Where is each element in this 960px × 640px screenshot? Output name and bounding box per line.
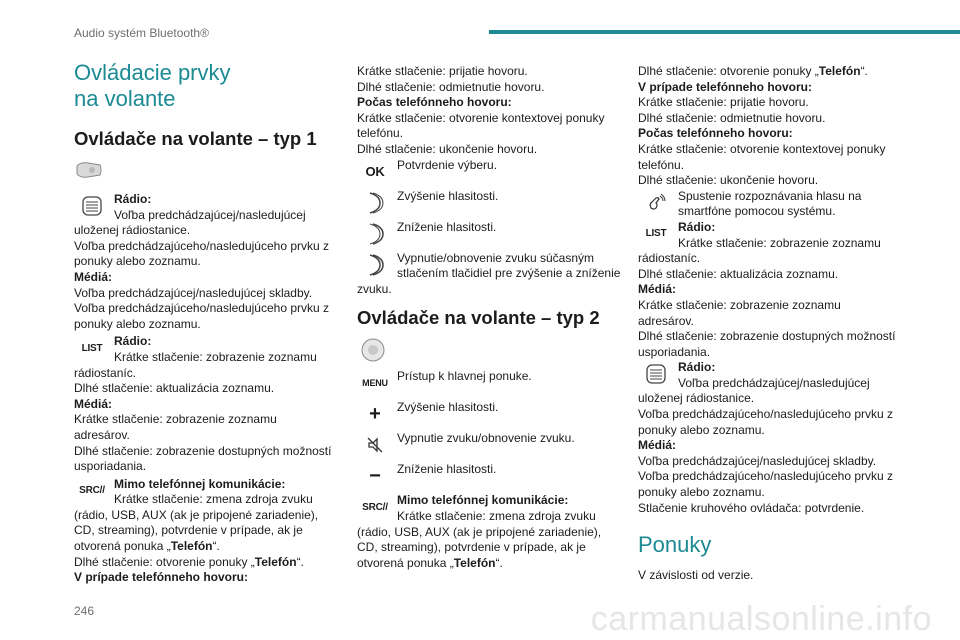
minus-icon xyxy=(357,462,393,490)
vol-up-row xyxy=(357,189,625,220)
phone-menu-name: Telefón xyxy=(254,554,297,569)
header-accent-bar xyxy=(489,30,960,34)
column-1 xyxy=(74,60,342,586)
text-line: Krátke stlačenie: zmena zdroja zvuku xyxy=(397,508,596,523)
text-line: Stlačenie kruhového ovládača: potvrdenie. xyxy=(638,500,865,515)
text-line: usporiadania. xyxy=(74,459,147,474)
vol-down-row xyxy=(357,220,625,251)
src-icon-label: SRC xyxy=(79,484,100,496)
src-icon-label: SRC xyxy=(362,501,383,513)
text-line: (rádio, USB, AUX (ak je pripojené zariadenie), xyxy=(357,524,602,539)
menu-row xyxy=(357,369,625,400)
minus-row xyxy=(357,462,625,493)
text-line: telefónu. xyxy=(357,126,404,141)
menu-icon-label: MENU xyxy=(362,377,388,388)
text-fragment: “. xyxy=(212,539,220,554)
subtitle-type-2: Ovládače na volante – typ 2 xyxy=(357,307,600,329)
radio-label: Rádio: xyxy=(678,219,716,234)
during-call-label: V prípade telefónneho hovoru: xyxy=(638,79,813,94)
off-call-label: Mimo telefónnej komunikácie: xyxy=(114,476,286,491)
phone-menu-name: Telefón xyxy=(818,64,861,78)
text-line: rádiostaníc. xyxy=(74,365,137,380)
slash-icon: // xyxy=(382,501,388,513)
text-line: Voľba predchádzajúceho/nasledujúceho prvku z xyxy=(74,301,330,316)
text-line: Dlhé stlačenie: aktualizácia zoznamu. xyxy=(74,381,275,396)
text-line: Krátke stlačenie: otvorenie kontextovej ponuky xyxy=(357,110,605,125)
phone-menu-name: Telefón xyxy=(453,555,496,570)
text-line xyxy=(638,64,906,80)
list-icon-label: LIST xyxy=(645,228,667,240)
text-line: adresárov. xyxy=(638,313,694,328)
text-line: Krátke stlačenie: prijatie hovoru. xyxy=(357,64,528,78)
text-line: stlačením tlačidiel pre zvýšenie a zníženie xyxy=(397,266,621,281)
text-fragment: otvorená ponuka „ xyxy=(357,555,454,570)
text-line: (rádio, USB, AUX (ak je pripojené zariadenie), xyxy=(74,507,319,522)
slash-icon: // xyxy=(99,484,105,496)
menu-button-icon xyxy=(357,369,393,397)
text-line: Dlhé stlačenie: aktualizácia zoznamu. xyxy=(638,266,839,281)
text-fragment: “. xyxy=(495,555,503,570)
text-line: Krátke stlačenie: prijatie hovoru. xyxy=(638,95,809,110)
text-fragment: “. xyxy=(296,554,304,569)
text-line xyxy=(74,555,342,571)
text-line: ponuky alebo zoznamu. xyxy=(74,254,201,269)
mute-speaker-icon xyxy=(357,431,393,459)
text-line: telefónu. xyxy=(638,157,685,172)
thumbwheel-icon xyxy=(638,360,674,388)
text-fragment: otvorená ponuka „ xyxy=(74,539,171,554)
ok-button-icon xyxy=(357,158,393,186)
text-line: Krátke stlačenie: zobrazenie zoznamu xyxy=(678,235,881,250)
text-line: uloženej rádiostanice. xyxy=(638,391,755,406)
text-line: ponuky alebo zoznamu. xyxy=(638,422,765,437)
text-line: zvuku. xyxy=(357,281,392,296)
section-title-menus: Ponuky xyxy=(638,532,712,558)
page-number: 246 xyxy=(74,604,95,618)
text-line: Dlhé stlačenie: ukončenie hovoru. xyxy=(638,173,819,188)
list-button-icon xyxy=(638,220,674,248)
text-line: Dlhé stlačenie: odmietnutie hovoru. xyxy=(638,110,826,125)
column-3 xyxy=(638,64,906,584)
text-fragment: “. xyxy=(860,64,868,78)
voice-row xyxy=(638,189,906,220)
text-line: Prístup k hlavnej ponuke. xyxy=(397,369,532,384)
steering-wheel-type2-icon xyxy=(357,337,625,365)
plus-icon xyxy=(357,400,393,428)
text-line: Voľba predchádzajúceho/nasledujúceho prvku z xyxy=(74,238,330,253)
text-line: rádiostaníc. xyxy=(638,251,701,266)
radio-label: Rádio: xyxy=(114,192,152,206)
text-line: Spustenie rozpoznávania hlasu na xyxy=(678,188,862,203)
text-line: Zníženie hlasitosti. xyxy=(397,462,497,477)
list-button-icon xyxy=(74,334,110,362)
media-label: Médiá: xyxy=(638,438,677,453)
ok-row xyxy=(357,158,625,189)
text-line: Voľba predchádzajúcej/nasledujúcej skladby. xyxy=(74,285,313,300)
text-line xyxy=(74,539,342,555)
text-line: V závislosti od verzie. xyxy=(638,568,754,583)
text-fragment: Dlhé stlačenie: otvorenie ponuky „ xyxy=(638,64,819,78)
phone-menu-name: Telefón xyxy=(170,539,213,554)
volume-rocker-both-icon xyxy=(357,251,393,279)
text-line: Dlhé stlačenie: odmietnutie hovoru. xyxy=(357,79,545,94)
text-line: ponuky alebo zoznamu. xyxy=(638,485,765,500)
text-line: Krátke stlačenie: zobrazenie zoznamu xyxy=(74,412,277,427)
plus-glyph: + xyxy=(369,402,381,425)
text-line: smartfóne pomocou systému. xyxy=(678,204,836,219)
text-line: Krátke stlačenie: otvorenie kontextovej ponuky xyxy=(638,141,886,156)
block-src xyxy=(74,477,342,508)
text-line: Voľba predchádzajúceho/nasledujúceho prvku z xyxy=(638,407,894,422)
text-line: Dlhé stlačenie: zobrazenie dostupných možností xyxy=(638,329,896,344)
text-line: Voľba predchádzajúcej/nasledujúcej xyxy=(678,375,870,390)
radio-label: Rádio: xyxy=(678,360,716,375)
volume-down-rocker-icon xyxy=(357,220,393,248)
column-2 xyxy=(357,64,625,571)
section-title-line-2: na volante xyxy=(74,86,176,111)
during-call-label: V prípade telefónneho hovoru: xyxy=(74,570,249,585)
media-label: Médiá: xyxy=(638,282,677,297)
text-line: Vypnutie/obnovenie zvuku súčasným xyxy=(397,250,595,265)
text-line: Dlhé stlačenie: ukončenie hovoru. xyxy=(357,141,538,156)
text-line: Potvrdenie výberu. xyxy=(397,157,498,172)
wheel-row xyxy=(638,360,906,391)
steering-controls-type1-icon xyxy=(74,160,342,186)
mute-button-row xyxy=(357,431,625,462)
section-title-line-1: Ovládacie prvky xyxy=(74,60,231,85)
thumbwheel-icon xyxy=(74,192,110,220)
watermark: carmanualsonline.info xyxy=(590,600,932,638)
text-line: CD, streaming), potvrdenie v prípade, ak je xyxy=(357,540,586,555)
text-line: Zvýšenie hlasitosti. xyxy=(397,188,499,203)
text-line: usporiadania. xyxy=(638,344,711,359)
text-line: Dlhé stlačenie: zobrazenie dostupných možností xyxy=(74,443,332,458)
text-line: CD, streaming), potvrdenie v prípade, ak je xyxy=(74,523,303,538)
media-label: Médiá: xyxy=(74,269,113,284)
media-label: Médiá: xyxy=(74,396,113,411)
list-icon-label: LIST xyxy=(81,342,103,354)
text-line: Zníženie hlasitosti. xyxy=(397,219,497,234)
plus-row xyxy=(357,400,625,431)
during-call-label: Počas telefónneho hovoru: xyxy=(357,95,512,110)
during-call-label: Počas telefónneho hovoru: xyxy=(638,126,793,141)
minus-glyph: − xyxy=(369,464,381,487)
text-line: Voľba predchádzajúceho/nasledujúceho prvku z xyxy=(638,469,894,484)
text-line: Voľba predchádzajúcej/nasledujúcej xyxy=(114,207,306,222)
src-phone-button-icon xyxy=(74,477,110,505)
ok-icon-label: OK xyxy=(365,163,385,179)
text-line: Krátke stlačenie: zobrazenie zoznamu xyxy=(114,349,317,364)
mute-row xyxy=(357,251,625,282)
text-fragment: Dlhé stlačenie: otvorenie ponuky „ xyxy=(74,554,255,569)
text-line: adresárov. xyxy=(74,427,130,442)
text-line xyxy=(357,556,625,572)
text-line: Vypnutie zvuku/obnovenie zvuku. xyxy=(397,431,575,446)
text-line: Voľba predchádzajúcej/nasledujúcej skladby. xyxy=(638,453,877,468)
block-list xyxy=(74,334,342,365)
text-line: ponuky alebo zoznamu. xyxy=(74,316,201,331)
text-line: uloženej rádiostanice. xyxy=(74,223,191,238)
off-call-label: Mimo telefónnej komunikácie: xyxy=(397,493,569,508)
src-row xyxy=(357,493,625,524)
volume-up-rocker-icon xyxy=(357,189,393,217)
text-line: Krátke stlačenie: zobrazenie zoznamu xyxy=(638,297,841,312)
list-row xyxy=(638,220,906,251)
src-phone-button-icon xyxy=(357,493,393,521)
subtitle-type-1: Ovládače na volante – typ 1 xyxy=(74,128,317,149)
text-line: Zvýšenie hlasitosti. xyxy=(397,400,499,415)
radio-label: Rádio: xyxy=(114,334,152,349)
header-title: Audio systém Bluetooth® xyxy=(74,26,209,40)
block-radio-wheel xyxy=(74,192,342,223)
voice-recognition-icon xyxy=(638,189,674,217)
text-line: Krátke stlačenie: zmena zdroja zvuku xyxy=(114,492,313,507)
